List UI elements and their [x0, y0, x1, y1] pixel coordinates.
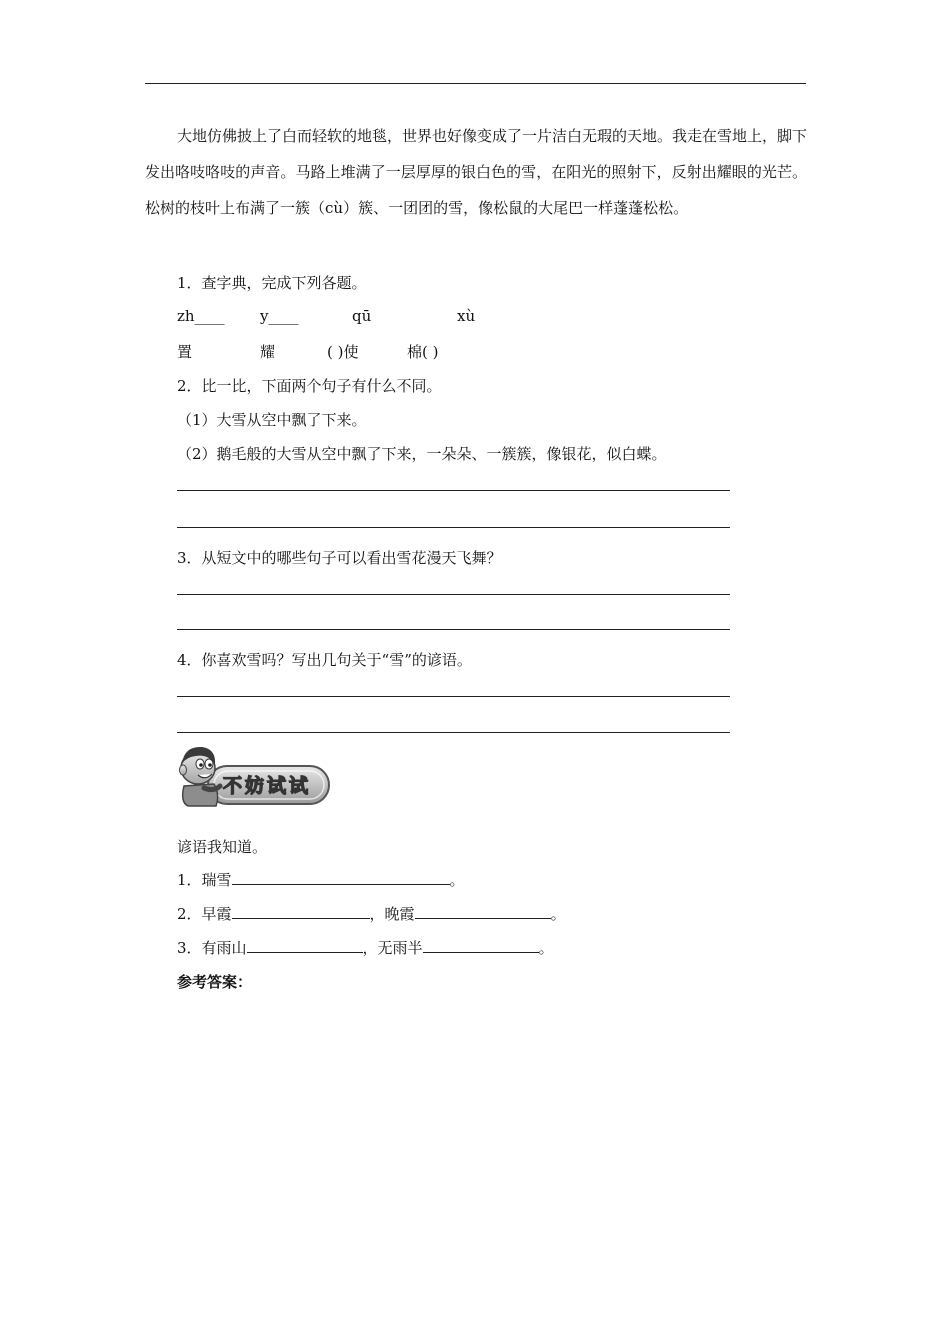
proverb-2-end: 。: [550, 905, 566, 923]
answer-line[interactable]: [177, 732, 730, 733]
question-2-title: 2．比一比，下面两个句子有什么不同。: [177, 377, 442, 395]
proverb-2-blank-b[interactable]: [415, 904, 551, 919]
proverb-2-mid: ，晚霞: [369, 905, 415, 923]
proverb-intro: 谚语我知道。: [177, 838, 268, 856]
proverb-item-2: [177, 903, 566, 924]
sentence-2: （2）鹅毛般的大雪从空中飘了下来，一朵朵、一簇簇，像银花，似白蝶。: [177, 445, 667, 463]
pinyin-3: qū: [352, 307, 372, 325]
question-3-title: 3．从短文中的哪些句子可以看出雪花漫天飞舞？: [177, 549, 502, 567]
pinyin-1: zh____: [177, 307, 225, 325]
char-3: ( )使: [327, 343, 359, 361]
answers-heading: 参考答案：: [177, 973, 253, 991]
proverb-2-blank-a[interactable]: [232, 904, 370, 919]
proverb-3-end: 。: [538, 939, 554, 957]
pinyin-2: y____: [260, 307, 299, 325]
answer-line[interactable]: [177, 527, 730, 528]
proverb-3-mid: ，无雨半: [362, 939, 423, 957]
proverb-item-1: [177, 869, 465, 890]
char-4: 棉( ): [407, 343, 439, 361]
answer-line[interactable]: [177, 696, 730, 697]
question-4-title: 4．你喜欢雪吗？写出几句关于“雪”的谚语。: [177, 651, 472, 669]
char-2: 耀: [260, 343, 276, 361]
proverb-3-prefix: 3．有雨山: [177, 939, 247, 957]
proverb-item-3: [177, 937, 554, 958]
reading-passage: 大地仿佛披上了白而轻软的地毯，世界也好像变成了一片洁白无瑕的天地。我走在雪地上，脚下发出咯吱咯吱的声音。马路上堆满了一层厚厚的银白色的雪，在阳光的照射下，反射出耀眼的光芒。松树的枝叶上布满了一簇（cù）簇、一团团的雪，像松鼠的大尾巴一样蓬蓬松松。: [145, 127, 808, 217]
answer-line[interactable]: [177, 490, 730, 491]
try-it-badge: [174, 742, 334, 810]
proverb-1-prefix: 1．瑞雪: [177, 871, 232, 889]
pinyin-4: xù: [457, 307, 476, 325]
proverb-2-prefix: 2．早霞: [177, 905, 232, 923]
badge-title: 不妨试试: [223, 775, 312, 797]
char-1: 置: [177, 343, 193, 361]
question-1-title: 1．查字典，完成下列各题。: [177, 274, 367, 292]
proverb-3-blank-a[interactable]: [247, 938, 363, 953]
answer-line[interactable]: [177, 629, 730, 630]
answer-line[interactable]: [177, 594, 730, 595]
proverb-3-blank-b[interactable]: [423, 938, 539, 953]
proverb-1-end: 。: [449, 871, 465, 889]
sentence-1: （1）大雪从空中飘了下来。: [177, 411, 367, 429]
proverb-1-blank[interactable]: [232, 870, 450, 885]
header-rule: [145, 83, 806, 84]
